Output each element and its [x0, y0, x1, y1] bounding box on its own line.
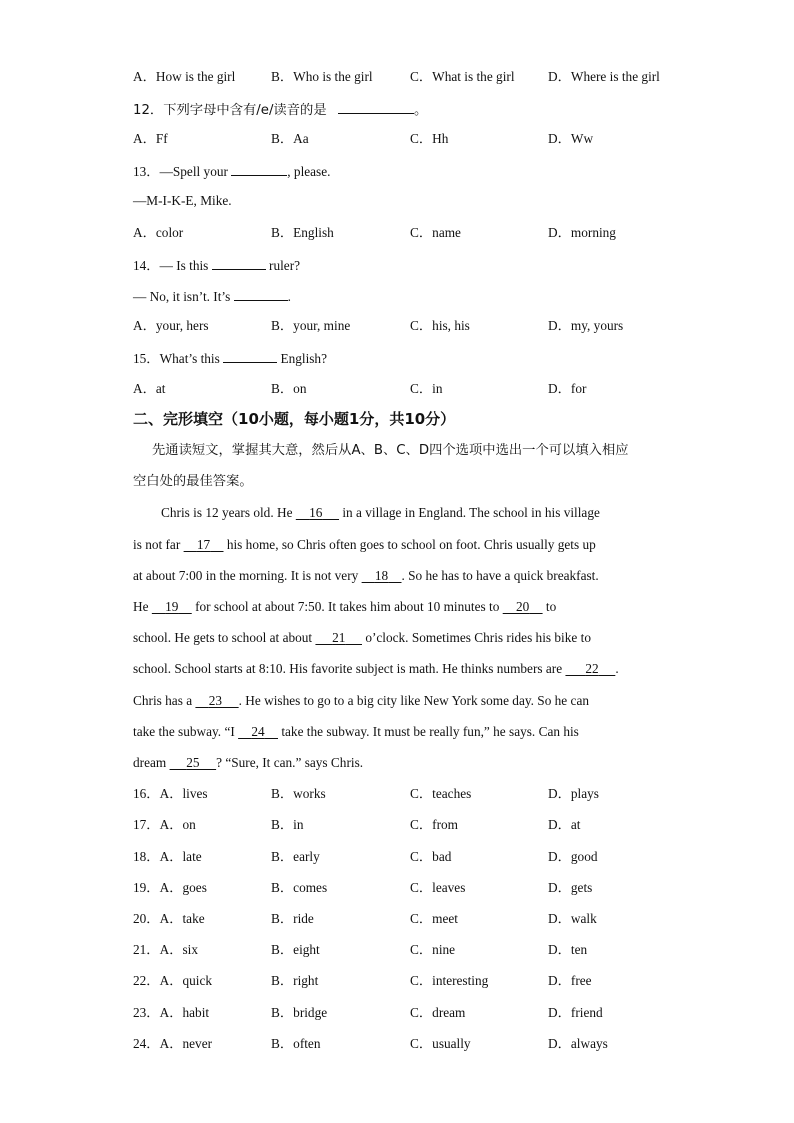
option-b: B．right	[271, 973, 319, 988]
answer-blank	[234, 287, 288, 301]
blank-24	[238, 724, 278, 739]
passage-text: Chris has a	[133, 693, 193, 708]
q11-options	[133, 69, 693, 85]
blank-22	[565, 661, 615, 676]
cloze-row-16	[133, 786, 693, 802]
option-c: C．leaves	[410, 880, 466, 895]
option-c: C．What is the girl	[410, 69, 515, 84]
blank-number: 24	[251, 724, 265, 739]
section-instructions-line1: 先通读短文，掌握其大意，然后从A、B、C、D四个选项中选出一个可以填入相应	[152, 443, 629, 458]
option-a	[133, 942, 198, 958]
passage-text: . So he has to have a quick breakfast.	[401, 568, 599, 583]
passage-text: He	[133, 599, 149, 614]
blank-number: 17	[196, 537, 211, 552]
blank-number: 25	[186, 755, 200, 770]
option-a-text: A．lives	[159, 786, 208, 801]
answer-blank	[338, 100, 414, 114]
option-d: D．always	[548, 1036, 608, 1051]
passage-text: is not far	[133, 537, 181, 552]
option-a-text: A．never	[159, 1036, 213, 1051]
q15-stem-a: 15．What’s this	[133, 351, 220, 366]
option-a	[133, 880, 207, 896]
blank-number: 18	[374, 568, 389, 583]
passage-line-7	[133, 693, 673, 709]
option-a	[133, 786, 208, 802]
q14-stem-a: 14．— Is this	[133, 258, 209, 273]
option-d: D．at	[548, 817, 581, 832]
passage-text: for school at about 7:50. It takes him about 10 minutes to	[195, 599, 500, 614]
option-a	[133, 849, 202, 865]
question-number: 18．	[133, 849, 160, 864]
question-number: 21．	[133, 942, 160, 957]
option-c: C．usually	[410, 1036, 471, 1051]
option-b: B．eight	[271, 942, 320, 957]
option-b: B．comes	[271, 880, 328, 895]
option-a	[133, 1036, 212, 1052]
option-c: C．Hh	[410, 131, 449, 146]
q15-stem-b: English?	[280, 351, 327, 366]
passage-text: to	[545, 599, 557, 614]
blank-16	[296, 505, 339, 520]
passage-text: school. School starts at 8:10. His favorite subject is math. He thinks numbers are	[133, 661, 563, 676]
passage-line-4	[133, 599, 673, 615]
option-d: D．my, yours	[548, 318, 624, 333]
q14-options	[133, 318, 693, 334]
passage-text: in a village in England. The school in his village	[342, 505, 600, 520]
option-d: D．free	[548, 973, 592, 988]
q12-options	[133, 131, 693, 147]
option-a: A．at	[133, 381, 166, 396]
option-d: D．Ww	[548, 131, 594, 146]
q13-stem-b: , please.	[287, 164, 331, 179]
q14-line2-a: — No, it isn’t. It’s	[133, 289, 231, 304]
passage-line-6	[133, 661, 673, 677]
passage-line-9	[133, 755, 673, 771]
option-a-text: A．on	[159, 817, 196, 832]
option-a: A．color	[133, 225, 184, 240]
blank-19	[152, 599, 192, 614]
option-b: B．works	[271, 786, 326, 801]
option-c: C．meet	[410, 911, 459, 926]
cloze-row-19	[133, 880, 693, 896]
option-a-text: A．six	[159, 942, 199, 957]
option-d: D．morning	[548, 225, 616, 240]
answer-blank	[223, 349, 277, 363]
question-number: 16．	[133, 786, 160, 801]
q12-stem-end: 。	[413, 103, 428, 118]
blank-23	[195, 693, 238, 708]
blank-18	[362, 568, 402, 583]
option-a-text: A．take	[159, 911, 205, 926]
option-b: B．in	[271, 817, 304, 832]
blank-number: 16	[309, 505, 323, 520]
section-title: 二、完形填空（10小题，每小题1分，共10分）	[133, 410, 456, 428]
option-a-text: A．quick	[159, 973, 213, 988]
q13-stem	[133, 162, 330, 180]
q12-stem	[133, 100, 427, 119]
passage-text: o’clock. Sometimes Chris rides his bike to	[365, 630, 591, 645]
option-b: B．on	[271, 381, 307, 396]
question-number: 20．	[133, 911, 160, 926]
option-d: D．Where is the girl	[548, 69, 660, 84]
cloze-row-24	[133, 1036, 693, 1052]
blank-number: 19	[165, 599, 179, 614]
option-d: D．walk	[548, 911, 597, 926]
q15-stem	[133, 349, 327, 367]
q13-answer-line: —M-I-K-E, Mike.	[133, 193, 232, 208]
passage-line-8	[133, 724, 673, 740]
option-d: D．for	[548, 381, 587, 396]
q14-line2-b: .	[287, 289, 291, 304]
q14-stem	[133, 256, 300, 274]
option-a: A．How is the girl	[133, 69, 236, 84]
option-b: B．Who is the girl	[271, 69, 373, 84]
option-b: B．English	[271, 225, 334, 240]
cloze-row-21	[133, 942, 693, 958]
option-b: B．ride	[271, 911, 314, 926]
option-c: C．from	[410, 817, 459, 832]
passage-text: dream	[133, 755, 167, 770]
option-b: B．your, mine	[271, 318, 351, 333]
q13-options	[133, 225, 693, 241]
option-b: B．often	[271, 1036, 321, 1051]
passage-line-1	[161, 505, 701, 521]
option-a-text: A．late	[159, 849, 202, 864]
q14-line2	[133, 287, 291, 305]
blank-number: 23	[208, 693, 223, 708]
blank-21	[315, 630, 362, 645]
option-a	[133, 911, 205, 927]
blank-number: 21	[332, 630, 346, 645]
blank-20	[503, 599, 543, 614]
q14-stem-b: ruler?	[269, 258, 301, 273]
passage-text: take the subway. “I	[133, 724, 235, 739]
option-b: B．Aa	[271, 131, 309, 146]
q13-stem-a: 13．—Spell your	[133, 164, 228, 179]
option-c: C．teaches	[410, 786, 472, 801]
answer-blank	[231, 162, 287, 176]
option-a-text: A．habit	[159, 1005, 210, 1020]
option-c: C．bad	[410, 849, 452, 864]
option-d: D．plays	[548, 786, 599, 801]
passage-text: ? “Sure, It can.” says Chris.	[216, 755, 364, 770]
blank-25	[170, 755, 217, 770]
cloze-row-20	[133, 911, 693, 927]
cloze-row-22	[133, 973, 693, 989]
option-b: B．bridge	[271, 1005, 328, 1020]
passage-text: Chris is 12 years old. He	[161, 505, 293, 520]
passage-line-5	[133, 630, 673, 646]
blank-number: 22	[585, 661, 599, 676]
passage-text: .	[615, 661, 619, 676]
blank-17	[184, 537, 224, 552]
answer-blank	[212, 256, 266, 270]
option-d: D．gets	[548, 880, 593, 895]
option-d: D．friend	[548, 1005, 603, 1020]
passage-text: his home, so Chris often goes to school on foot. Chris usually gets up	[226, 537, 596, 552]
option-c: C．interesting	[410, 973, 489, 988]
passage-line-3	[133, 568, 673, 584]
cloze-row-17	[133, 817, 693, 833]
option-d: D．good	[548, 849, 598, 864]
question-number: 22．	[133, 973, 160, 988]
option-a	[133, 817, 196, 833]
option-c: C．name	[410, 225, 461, 240]
q15-options	[133, 381, 693, 397]
passage-text: school. He gets to school at about	[133, 630, 313, 645]
option-a: A．Ff	[133, 131, 168, 146]
option-a-text: A．goes	[159, 880, 207, 895]
passage-text: at about 7:00 in the morning. It is not very	[133, 568, 359, 583]
cloze-row-18	[133, 849, 693, 865]
question-number: 17．	[133, 817, 160, 832]
passage-text: take the subway. It must be really fun,” he says. Can his	[281, 724, 579, 739]
blank-number: 20	[516, 599, 530, 614]
question-number: 19．	[133, 880, 160, 895]
option-b: B．early	[271, 849, 320, 864]
option-c: C．nine	[410, 942, 456, 957]
option-c: C．his, his	[410, 318, 470, 333]
option-a: A．your, hers	[133, 318, 209, 333]
passage-text: . He wishes to go to a big city like New York some day. So he can	[238, 693, 589, 708]
q12-stem-text: 12．下列字母中含有/e/读音的是	[133, 103, 327, 118]
cloze-row-23	[133, 1005, 693, 1021]
question-number: 24．	[133, 1036, 160, 1051]
option-d: D．ten	[548, 942, 588, 957]
question-number: 23．	[133, 1005, 160, 1020]
option-c: C．in	[410, 381, 443, 396]
section-instructions-line2: 空白处的最佳答案。	[133, 474, 253, 489]
passage-line-2	[133, 537, 673, 553]
option-c: C．dream	[410, 1005, 466, 1020]
option-a	[133, 973, 212, 989]
option-a	[133, 1005, 209, 1021]
